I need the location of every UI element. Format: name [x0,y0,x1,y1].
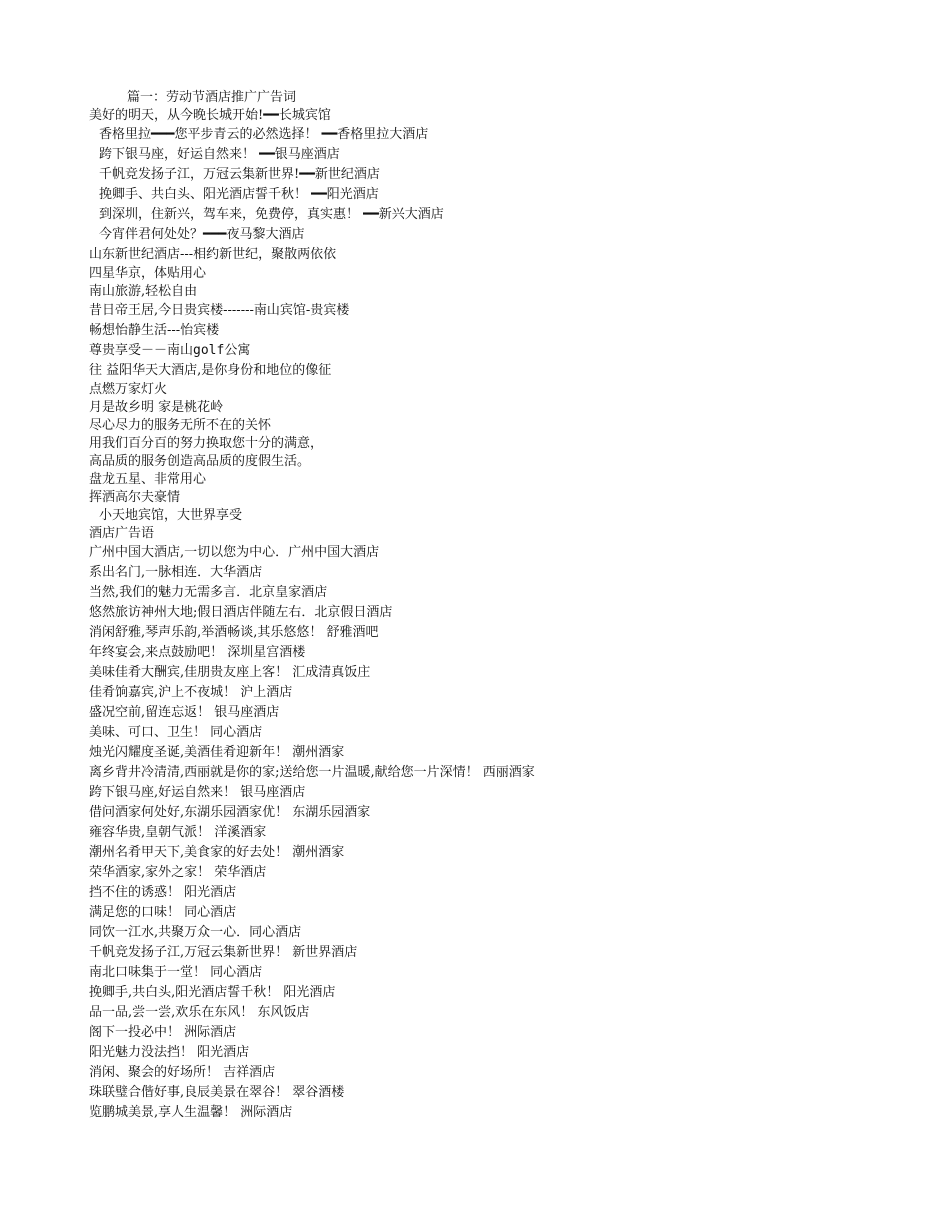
text-line: 悠然旅访神州大地;假日酒店伴随左右．北京假日酒店 [89,605,393,620]
text-line: 南山旅游,轻松自由 [89,284,198,299]
text-line: 品一品,尝一尝,欢乐在东风！ 东风饭店 [89,1005,310,1020]
text-line: 挥洒高尔夫豪情 [89,490,181,505]
text-line: 月是故乡明 家是桃花岭 [89,400,224,415]
text-line: 今宵伴君何处处？━━━夜马黎大酒店 [99,227,305,242]
text-line: 年终宴会,来点鼓励吧！ 深圳星宫酒楼 [89,645,306,660]
text-line: 美味佳肴大酬宾,佳朋贵友座上客！ 汇成清真饭庄 [89,665,371,680]
document-title: 篇一：劳动节酒店推广广告词 [127,90,297,105]
text-line: 广州中国大酒店,一切以您为中心．广州中国大酒店 [89,545,380,560]
text-line: 跨下银马座,好运自然来！ 银马座酒店 [89,785,306,800]
text-line: 盛况空前,留连忘返！ 银马座酒店 [89,705,280,720]
text-line: 离乡背井冷清清,西丽就是你的家;送给您一片温暖,献给您一片深情！ 西丽酒家 [89,765,535,780]
text-line: 用我们百分百的努力换取您十分的满意， [89,436,324,451]
text-line: 消闲舒雅,琴声乐韵,举酒畅谈,其乐悠悠！ 舒雅酒吧 [89,625,379,640]
text-line: 点燃万家灯火 [89,382,168,397]
text-line: 尽心尽力的服务无所不在的关怀 [89,418,272,433]
text-line: 挽卿手,共白头,阳光酒店誓千秋！ 阳光酒店 [89,985,336,1000]
text-line: 同饮一江水,共聚万众一心．同心酒店 [89,925,302,940]
text-line: 高品质的服务创造高品质的度假生活。 [89,454,311,469]
text-line: 往 益阳华天大酒店,是你身份和地位的像征 [89,363,332,378]
text-line: 珠联璧合偕好事,良辰美景在翠谷！ 翠谷酒楼 [89,1085,345,1100]
text-line: 系出名门,一脉相连．大华酒店 [89,565,263,580]
text-line: 挡不住的诱惑！ 阳光酒店 [89,885,237,900]
text-line: 千帆竞发扬子江,万冠云集新世界！ 新世界酒店 [89,945,358,960]
text-line: 潮州名肴甲天下,美食家的好去处！ 潮州酒家 [89,845,345,860]
text-line: 美味、可口、卫生！ 同心酒店 [89,725,263,740]
text-line: 昔日帝王居,今日贵宾楼-------南山宾馆-贵宾楼 [89,303,350,318]
document-body [89,89,909,1123]
text-line: 小天地宾馆，大世界享受 [99,508,243,523]
text-line: 消闲、聚会的好场所！ 吉祥酒店 [89,1065,276,1080]
text-line: 览鹏城美景,享人生温馨！ 洲际酒店 [89,1105,293,1120]
text-line: 盘龙五星、非常用心 [89,472,207,487]
text-line: 山东新世纪酒店---相约新世纪，聚散两依依 [89,247,337,262]
text-line: 南北口味集于一堂！ 同心酒店 [89,965,263,980]
text-line: 酒店广告语 [89,526,155,541]
text-line: 雍容华贵,皇朝气派！ 洋溪酒家 [89,825,267,840]
text-line: 千帆竞发扬子江，万冠云集新世界!━━新世纪酒店 [99,167,380,182]
text-line: 荣华酒家,家外之家！ 荣华酒店 [89,865,267,880]
text-segment: 公寓 [224,343,251,358]
text-line: 借问酒家何处好,东湖乐园酒家优！ 东湖乐园酒家 [89,805,371,820]
text-line: 阳光魅力没法挡！ 阳光酒店 [89,1045,250,1060]
text-line: 挽卿手、共白头、阳光酒店誓千秋！ ━━阳光酒店 [99,187,379,202]
text-line: 满足您的口味！ 同心酒店 [89,905,237,920]
text-line: 当然,我们的魅力无需多言．北京皇家酒店 [89,585,328,600]
text-line: 阁下一投必中！ 洲际酒店 [89,1025,237,1040]
text-segment: 尊贵享受－－南山 [89,343,194,358]
text-line: 佳肴饷嘉宾,沪上不夜城！ 沪上酒店 [89,685,293,700]
text-line: 香格里拉━━━您平步青云的必然选择！ ━━香格里拉大酒店 [99,127,429,142]
text-line: 四星华京，体贴用心 [89,266,207,281]
text-line: 美好的明天，从今晚长城开始!━━长城宾馆 [89,108,331,123]
text-line: 跨下银马座，好运自然来！ ━━银马座酒店 [99,147,340,162]
text-line: 畅想怡静生活---怡宾楼 [89,323,220,338]
text-segment-golf: golf [193,343,225,358]
text-line: 烛光闪耀度圣诞,美酒佳肴迎新年！ 潮州酒家 [89,745,345,760]
text-line [89,341,909,361]
text-line: 到深圳，住新兴，驾车来，免费停，真实惠！ ━━新兴大酒店 [99,207,444,222]
